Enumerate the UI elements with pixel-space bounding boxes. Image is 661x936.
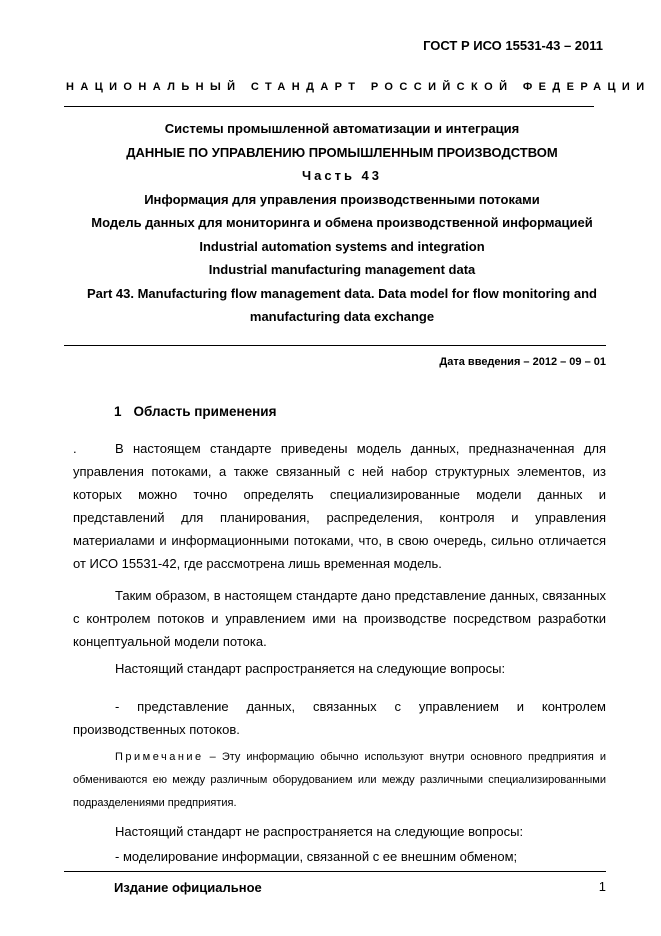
top-divider <box>64 106 594 107</box>
national-standard-heading: НАЦИОНАЛЬНЫЙ СТАНДАРТ РОССИЙСКОЙ ФЕДЕРАЦИИ <box>66 81 651 93</box>
paragraph-3: Настоящий стандарт распространяется на следующие вопросы: <box>115 661 506 676</box>
note-text: – Эту информацию обычно используют внутри основного предприятия и обмениваются ею между различным оборудованием или между различными специализированными подразделениями предприятия. <box>73 751 606 809</box>
title-en-series: Industrial automation systems and integration <box>199 238 485 254</box>
introduction-date: Дата введения – 2012 – 09 – 01 <box>439 356 606 368</box>
paragraph-1-lead: . <box>73 441 77 456</box>
title-en-part-line-1: Part 43. Manufacturing flow management data. Data model for flow monitoring and <box>87 285 597 301</box>
paragraph-4-line-2: производственных потоков. <box>73 722 240 737</box>
paragraph-7: - моделирование информации, связанной с ее внешним обменом; <box>115 849 518 864</box>
paragraph-2: Таким образом, в настоящем стандарте дано представление данных, связанных с контролем потоков и управлением ими на производстве посредством разработки концептуальной модели потока. <box>73 588 606 649</box>
paragraph-4 <box>73 695 606 741</box>
paragraph-6: Настоящий стандарт не распространяется на следующие вопросы: <box>115 824 524 839</box>
paragraph-1-text: В настоящем стандарте приведены модель данных, предназначенная для управления потоками, а также связанный с ней набор структурных элементов, из которых можно точно определять специализированные модели данных и представлений для планирования, распределения, контроля и управления материалами и информационными потоками, что, в свою очередь, сильно отличается от ИСО 15531-42, где рассмотрена лишь временная модель. <box>73 441 606 571</box>
title-block <box>62 117 622 329</box>
bottom-divider <box>64 871 606 872</box>
note-label: Примечание <box>115 751 204 763</box>
document-code: ГОСТ Р ИСО 15531-43 – 2011 <box>423 38 603 53</box>
section-title: Область применения <box>133 404 277 419</box>
title-ru-subtitle-2: Модель данных для мониторинга и обмена производственной информацией <box>91 215 593 230</box>
edition-label: Издание официальное <box>114 880 262 895</box>
section-heading <box>114 404 276 419</box>
title-ru-main: ДАННЫЕ ПО УПРАВЛЕНИЮ ПРОМЫШЛЕННЫМ ПРОИЗВОДСТВОМ <box>126 144 558 160</box>
note <box>73 746 606 815</box>
page-number: 1 <box>598 879 606 894</box>
title-en-part-line-2: manufacturing data exchange <box>249 309 435 324</box>
title-ru-subtitle-1: Информация для управления производственными потоками <box>144 191 540 207</box>
section-number: 1 <box>114 404 122 419</box>
paragraph-4-line-1: - представление данных, связанных с управлением и контролем <box>115 699 606 714</box>
title-en-main: Industrial manufacturing management data <box>208 262 476 277</box>
middle-divider <box>64 345 606 346</box>
title-ru-series: Системы промышленной автоматизации и интеграция <box>164 121 520 136</box>
paragraph-1 <box>73 437 606 575</box>
title-ru-part: Часть 43 <box>301 168 383 183</box>
